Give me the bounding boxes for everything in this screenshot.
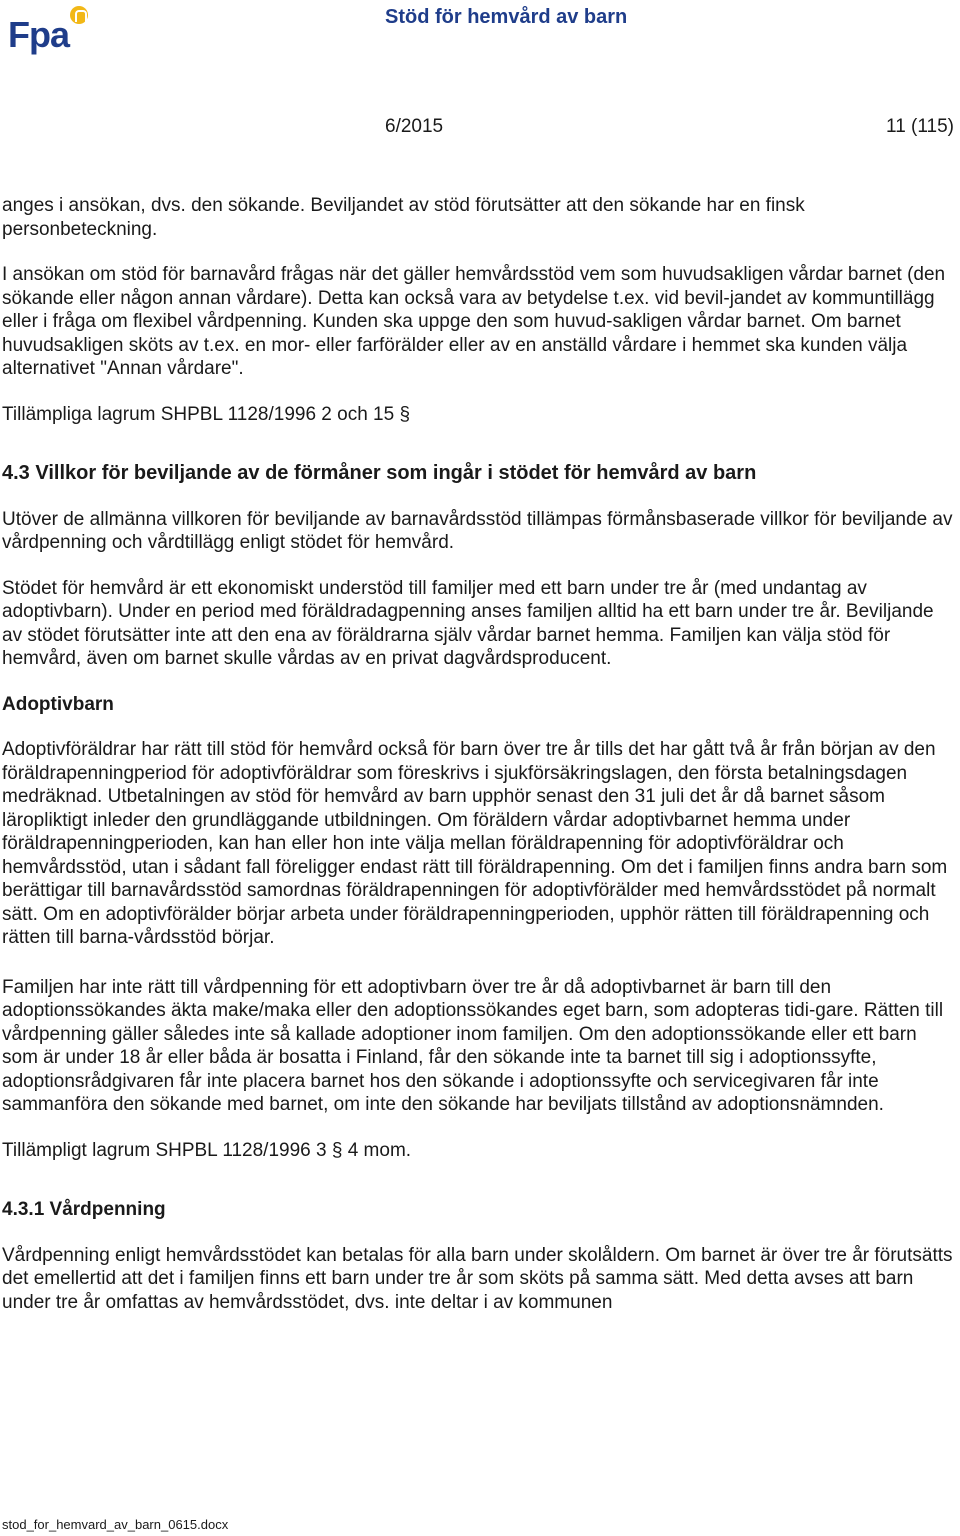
law-reference: Tillämpliga lagrum SHPBL 1128/1996 2 och 15 §: [2, 403, 411, 425]
law-reference: Tillämpligt lagrum SHPBL 1128/1996 3 § 4 mom.: [2, 1139, 412, 1161]
paragraph: Stödet för hemvård är ett ekonomiskt understöd till familjer med ett barn under tre år (med undantag av adoptivbarn). Under en period med föräldradagpenning anses familjen alltid ha ett barn under tre år. Beviljande av stödet förutsätter inte att den ena av föräldrarna själv vårdar barnet hemma. Familjen kan välja stöd för hemvård, även om barnet skulle vårdas av en privat dagvårdsproducent.: [2, 577, 934, 669]
paragraph: I ansökan om stöd för barnavård frågas när det gäller hemvårdsstöd vem som huvudsakligen vårdar barnet (den sökande eller någon annan vårdare). Detta kan också vara av betydelse t.ex. vid bevil-jandet av kommuntillägg eller i fråga om flexibel vårdpenning. Kunden ska uppge den som huvud-sakligen vårdar barnet. Om barnet huvudsakligen sköts av t.ex. en mor- eller farförälder eller av en anställd vårdare i hemmet ska kunden välja alternativet "Annan vårdare".: [2, 264, 946, 379]
logo-emblem-icon: [70, 6, 88, 24]
document-body: [2, 194, 957, 1314]
paragraph: Familjen har inte rätt till vårdpenning för ett adoptivbarn över tre år då adoptivbarnet är barn till den adoptionssökandes äkta make/maka eller den adoptionssökandes eget barn, som adopteras tidi-gare. Rätten till vårdpenning gäller således inte så kallade adoptioner inom familjen. Om den adoptionssökande eller ett barn som är under 18 år eller båda är bosatta i Finland, får den sökande inte ta barnet till sig i adoptionssyfte, adoptionsrådgivaren får inte placera barnet hos den sökande i adoptionssyfte och servicegivaren får inte sammanföra den sökande med barnet, om inte den sökande har beviljats tillstånd av adoptionsnämnden.: [2, 976, 944, 1115]
paragraph: Adoptivföräldrar har rätt till stöd för hemvård också för barn över tre år tills det har gått två år från början av den föräldrapenningperiod för adoptivföräldrar som föreskrivs i sjukförsäkringslagen, den första betalningsdagen medräknad. Utbetalningen av stöd för hemvård av barn upphör senast den 31 juli det år då barnet såsom läropliktigt inleder den grundläggande utbildningen. Om föräldern vårdar adoptivbarnet hemma under föräldrapenningperioden, kan han eller hon inte välja mellan föräldrapenning för adoptivföräldrar och hemvårdsstöd, utan i sådant fall föreligger endast rätt till föräldrapenning. Om det i familjen finns andra barn som berättigar till barnavårdsstöd samordnas föräldrapenningen för adoptivförälder med hemvårdsstödet på normalt sätt. Om en adoptivförälder börjar arbeta under föräldrapenningperioden, upphör rätten till föräldrapenning och rätten till barna-vårdsstöd börjar.: [2, 739, 948, 948]
logo-text: Fpa: [8, 14, 70, 55]
paragraph: Utöver de allmänna villkoren för beviljande av barnavårdsstöd tillämpas förmånsbaserade villkor för beviljande av vårdpenning och vårdtillägg enligt stödet för hemvård.: [2, 508, 953, 553]
fpa-logo: [8, 6, 88, 55]
subsection-heading: Adoptivbarn: [2, 693, 114, 715]
page-number: 11 (115): [886, 116, 954, 137]
document-title: Stöd för hemvård av barn: [385, 6, 628, 28]
document-date: 6/2015: [385, 116, 444, 137]
paragraph: anges i ansökan, dvs. den sökande. Beviljandet av stöd förutsätter att den sökande har en finsk personbeteckning.: [2, 195, 805, 240]
section-heading: 4.3 Villkor för beviljande av de förmåner som ingår i stödet för hemvård av barn: [2, 462, 757, 484]
footer-filename: stod_for_hemvard_av_barn_0615.docx: [2, 1517, 229, 1532]
paragraph: Vårdpenning enligt hemvårdsstödet kan betalas för alla barn under skolåldern. Om barnet är över tre år förutsätts det emellertid att det i familjen finns ett barn under tre år som sköts på samma sätt. Med detta avses att barn under tre år omfattas av hemvårdsstödet, dvs. inte deltar i av kommunen: [2, 1244, 953, 1313]
section-heading: 4.3.1 Vårdpenning: [2, 1199, 166, 1220]
